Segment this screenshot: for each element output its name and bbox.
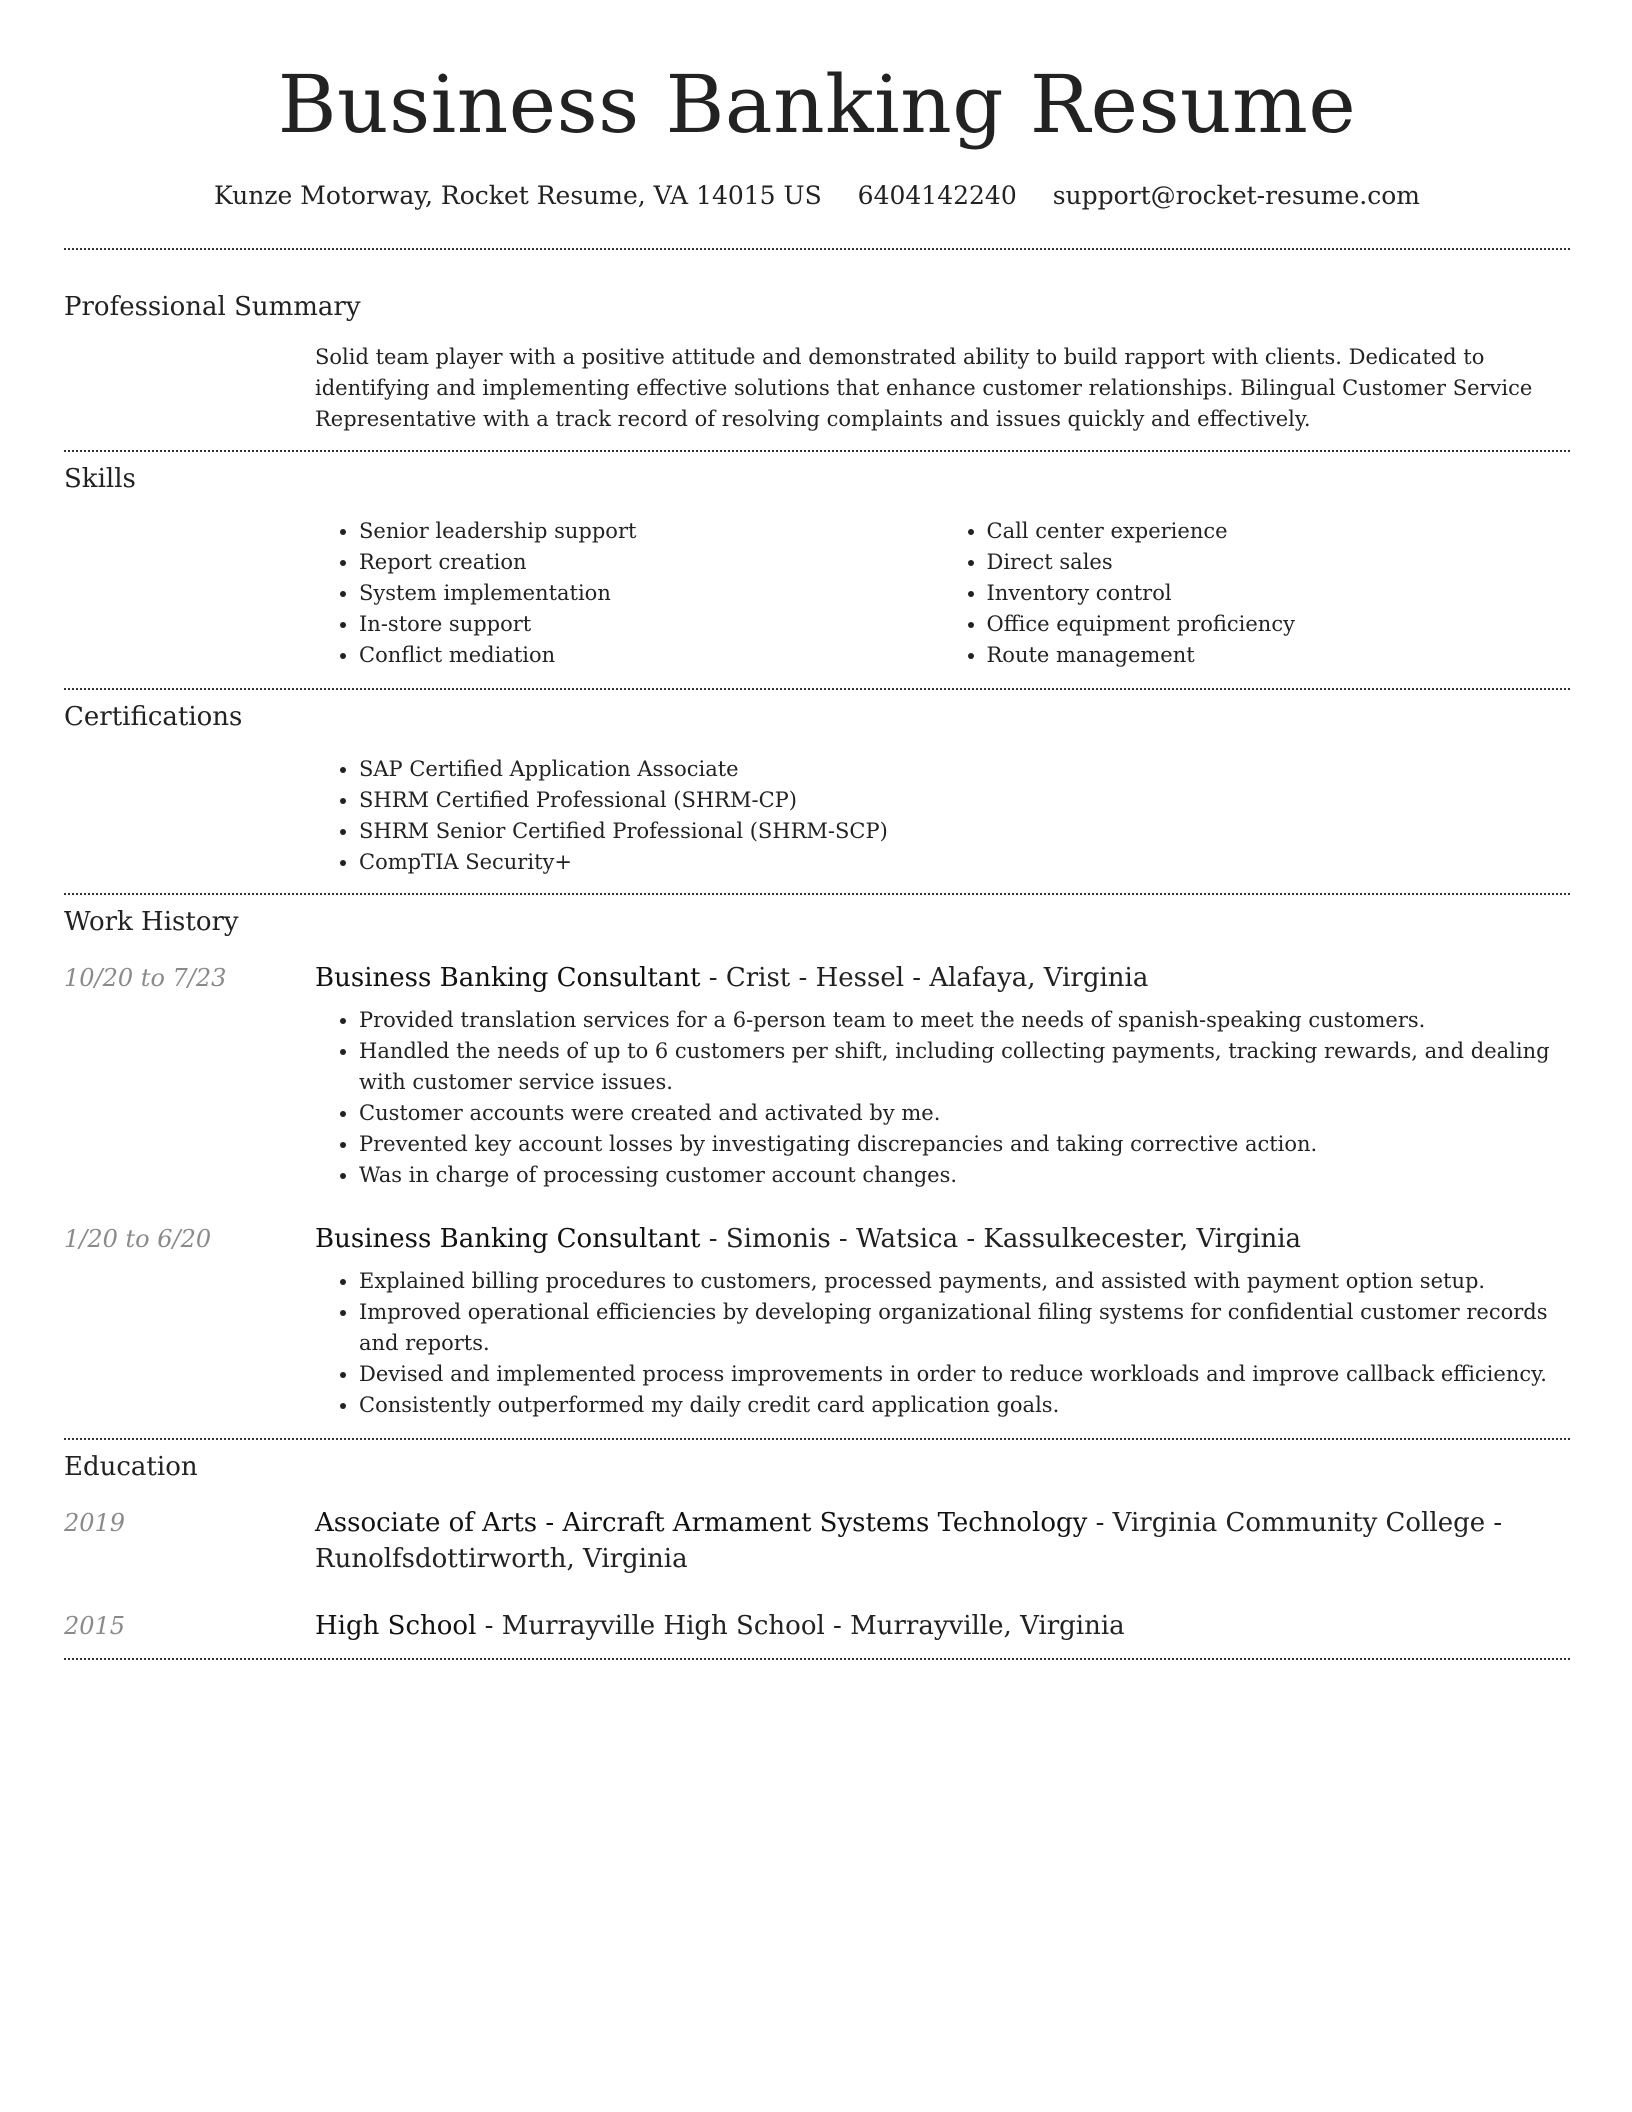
job-role: Business Banking Consultant — [315, 1224, 701, 1254]
divider — [64, 1658, 1570, 1660]
work-history-section — [64, 905, 1570, 1421]
list-item: • SAP Certified Application Associate — [359, 754, 1570, 785]
work-history-heading: Work History — [64, 907, 239, 937]
education-school-location: - Virginia Community College - Runolfsdottirworth, Virginia — [315, 1508, 1503, 1574]
divider — [64, 688, 1570, 690]
list-item: • Inventory control — [987, 578, 1571, 609]
certifications-section — [64, 700, 1570, 878]
job-company-location: - Simonis - Watsica - Kassulkecester, Virginia — [700, 1224, 1302, 1254]
job-role: Business Banking Consultant — [315, 963, 701, 993]
education-year: 2019 — [64, 1509, 126, 1537]
list-item: • Was in charge of processing customer account changes. — [359, 1160, 1570, 1191]
list-item: • CompTIA Security+ — [359, 847, 1570, 878]
list-item: • SHRM Certified Professional (SHRM-CP) — [359, 785, 1570, 816]
divider — [64, 248, 1570, 250]
job-dates: 10/20 to 7/23 — [64, 964, 227, 992]
list-item: • Consistently outperformed my daily credit card application goals. — [359, 1390, 1570, 1421]
skills-heading: Skills — [64, 464, 136, 494]
education-entry — [64, 1608, 1570, 1644]
divider — [64, 1438, 1570, 1440]
list-item: • Customer accounts were created and activated by me. — [359, 1098, 1570, 1129]
list-item: • Senior leadership support — [359, 516, 943, 547]
contact-phone: 6404142240 — [857, 181, 1017, 210]
job-company-location: - Crist - Hessel - Alafaya, Virginia — [700, 963, 1149, 993]
divider — [64, 450, 1570, 452]
list-item: • SHRM Senior Certified Professional (SHRM-SCP) — [359, 816, 1570, 847]
list-item: • Provided translation services for a 6-person team to meet the needs of spanish-speaking customers. — [359, 1005, 1570, 1036]
resume-page — [64, 0, 1570, 1660]
list-item: • Prevented key account losses by investigating discrepancies and taking corrective action. — [359, 1129, 1570, 1160]
job-heading — [315, 960, 1570, 996]
certifications-list — [315, 754, 1570, 878]
list-item: • Handled the needs of up to 6 customers per shift, including collecting payments, tracking rewards, and dealing with customer service issues. — [359, 1036, 1570, 1098]
divider — [64, 893, 1570, 895]
list-item: • Call center experience — [987, 516, 1571, 547]
education-heading-line — [315, 1505, 1570, 1577]
job-bullets — [315, 1005, 1570, 1191]
list-item: • System implementation — [359, 578, 943, 609]
job-entry — [64, 960, 1570, 1191]
summary-heading: Professional Summary — [64, 292, 361, 322]
resume-title: Business Banking Resume — [277, 58, 1357, 151]
skills-section — [64, 462, 1570, 671]
list-item: • Explained billing procedures to customers, processed payments, and assisted with payment option setup. — [359, 1266, 1570, 1297]
list-item: • Office equipment proficiency — [987, 609, 1571, 640]
contact-email: support@rocket-resume.com — [1052, 181, 1420, 210]
education-section — [64, 1450, 1570, 1644]
education-entry — [64, 1505, 1570, 1577]
education-heading: Education — [64, 1452, 198, 1482]
skills-list-right — [943, 516, 1571, 671]
job-heading — [315, 1221, 1570, 1257]
certifications-heading: Certifications — [64, 702, 243, 732]
summary-section — [64, 290, 1570, 435]
contact-address: Kunze Motorway, Rocket Resume, VA 14015 US — [213, 181, 822, 210]
education-degree: High School — [315, 1611, 477, 1641]
list-item: • In-store support — [359, 609, 943, 640]
education-year: 2015 — [64, 1612, 126, 1640]
education-heading-line — [315, 1608, 1570, 1644]
contact-line — [64, 178, 1570, 214]
skills-list-left — [315, 516, 943, 671]
job-bullets — [315, 1266, 1570, 1421]
job-dates: 1/20 to 6/20 — [64, 1225, 212, 1253]
list-item: • Direct sales — [987, 547, 1571, 578]
list-item: • Devised and implemented process improvements in order to reduce workloads and improve callback efficiency. — [359, 1359, 1570, 1390]
education-school-location: - Murrayville High School - Murrayville, Virginia — [476, 1611, 1125, 1641]
list-item: • Conflict mediation — [359, 640, 943, 671]
job-entry — [64, 1221, 1570, 1421]
education-degree: Associate of Arts - Aircraft Armament Systems Technology — [315, 1508, 1088, 1538]
list-item: • Improved operational efficiencies by developing organizational filing systems for confidential customer records and reports. — [359, 1297, 1570, 1359]
list-item: • Report creation — [359, 547, 943, 578]
summary-text: Solid team player with a positive attitude and demonstrated ability to build rapport with clients. Dedicated to identifying and implementing effective solutions that enhance customer relationships. Bilingual Customer Service Representative with a track record of resolving complaints and issues quickly and effectively. — [315, 345, 1533, 431]
list-item: • Route management — [987, 640, 1571, 671]
